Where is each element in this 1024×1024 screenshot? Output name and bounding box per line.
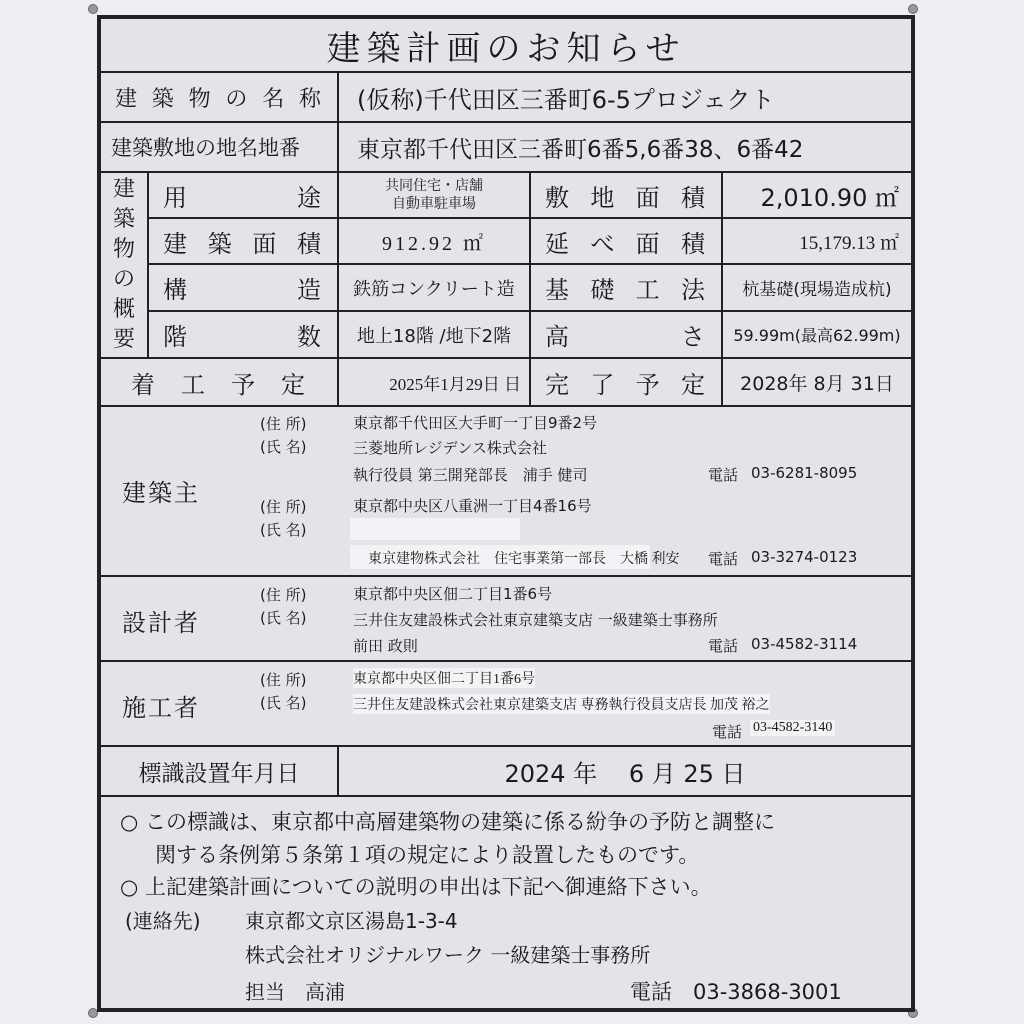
foundation-value: 杭基礎(現場造成杭) (722, 264, 912, 311)
building-area-value: 912.92 ㎡ (338, 218, 530, 264)
designer-address: 東京都中央区佃二丁目1番6号 (353, 585, 553, 603)
structure-label: 構 造 (148, 264, 338, 311)
use-value-2: 自動車駐車場 (392, 196, 476, 212)
tel-label: 電話 (708, 466, 739, 484)
posted-value: 2024 年 6 月 25 日 (338, 746, 912, 796)
owner2-company-person: 東京建物株式会社 住宅事業第一部長 大橋 利安 (350, 545, 650, 569)
addr-label: (住 所) (260, 586, 307, 604)
contractor-address: 東京都中央区佃二丁目1番6号 (353, 668, 535, 688)
use-label: 用 途 (148, 172, 338, 218)
note-line-1: ○ この標識は、東京都中高層建築物の建築に係る紛争の予防と調整に (120, 810, 775, 834)
contact-company: 株式会社オリジナルワーク 一級建築士事務所 (245, 943, 651, 967)
foundation-label: 基 礎 工 法 (530, 264, 722, 311)
tel-label: 電話 (712, 723, 743, 741)
site-label: 建築敷地の地名地番 (100, 122, 338, 172)
designer-tel: 03-4582-3114 (751, 635, 858, 653)
height-value: 59.99m(最高62.99m) (722, 311, 912, 358)
tel-label: 電話 (708, 637, 739, 655)
addr-label: (住 所) (260, 415, 307, 433)
site-value: 東京都千代田区三番町6番5,6番38、6番42 (338, 122, 912, 172)
start-value: 2025年1月29日 日 (338, 358, 530, 406)
owner2-tel: 03-3274-0123 (751, 548, 858, 566)
note-line-2: 関する条例第５条第１項の規定により設置したものです。 (155, 843, 700, 867)
addr-label: (住 所) (260, 498, 307, 516)
owner1-person: 執行役員 第三開発部長 浦手 健司 (353, 466, 588, 484)
page-title: 建築計画のお知らせ (100, 18, 912, 72)
screw-icon (88, 4, 98, 14)
covered-patch (350, 518, 520, 540)
use-value-1: 共同住宅・店舗 (385, 178, 483, 194)
name-label-small: (氏 名) (260, 438, 307, 456)
end-label: 完 了 予 定 (530, 358, 722, 406)
owner-label: 建築主 (122, 479, 200, 507)
owner1-company: 三菱地所レジデンス株式会社 (353, 439, 547, 457)
notice-board (97, 15, 915, 1012)
designer-company: 三井住友建設株式会社東京建築支店 一級建築士事務所 (353, 611, 718, 629)
addr-label: (住 所) (260, 671, 307, 689)
name-label: 建 築 物 の 名 称 (100, 72, 338, 122)
screw-icon (908, 4, 918, 14)
floor-area-label: 延 べ 面 積 (530, 218, 722, 264)
use-value (338, 172, 530, 218)
floors-label: 階 数 (148, 311, 338, 358)
floor-area-value: 15,179.13 ㎡ (722, 218, 912, 264)
contractor-tel: 03-4582-3140 (750, 720, 835, 736)
name-value: (仮称)千代田区三番町6-5プロジェクト (338, 72, 912, 122)
site-area-label: 敷 地 面 積 (530, 172, 722, 218)
end-value: 2028年 8月 31日 (722, 358, 912, 406)
site-area-value: 2,010.90 ㎡ (722, 172, 912, 218)
contractor-company-person: 三井住友建設株式会社東京建築支店 専務執行役員支店長 加茂 裕之 (353, 694, 770, 714)
start-label: 着 工 予 定 (100, 358, 338, 406)
contact-person: 担当 高浦 (245, 980, 345, 1004)
name-label-small: (氏 名) (260, 609, 307, 627)
structure-value: 鉄筋コンクリート造 (338, 264, 530, 311)
owner2-address: 東京都中央区八重洲一丁目4番16号 (353, 497, 592, 515)
name-label-small: (氏 名) (260, 521, 307, 539)
designer-label: 設計者 (122, 609, 200, 637)
designer-person: 前田 政則 (353, 637, 418, 655)
floors-value: 地上18階 /地下2階 (338, 311, 530, 358)
contact-address: 東京都文京区湯島1-3-4 (245, 909, 458, 933)
contractor-label: 施工者 (122, 694, 200, 722)
overview-label: 建築物の概要 (100, 172, 148, 358)
note-line-3: ○ 上記建築計画についての説明の申出は下記へ御連絡下さい。 (120, 875, 712, 899)
contact-tel: 電話 03-3868-3001 (630, 980, 842, 1004)
height-label: 高 さ (530, 311, 722, 358)
name-label-small: (氏 名) (260, 694, 307, 712)
owner1-tel: 03-6281-8095 (751, 464, 858, 482)
building-area-label: 建 築 面 積 (148, 218, 338, 264)
owner1-address: 東京都千代田区大手町一丁目9番2号 (353, 414, 598, 432)
posted-label: 標識設置年月日 (100, 746, 338, 796)
tel-label: 電話 (708, 550, 739, 568)
contact-label: (連絡先) (125, 909, 201, 933)
